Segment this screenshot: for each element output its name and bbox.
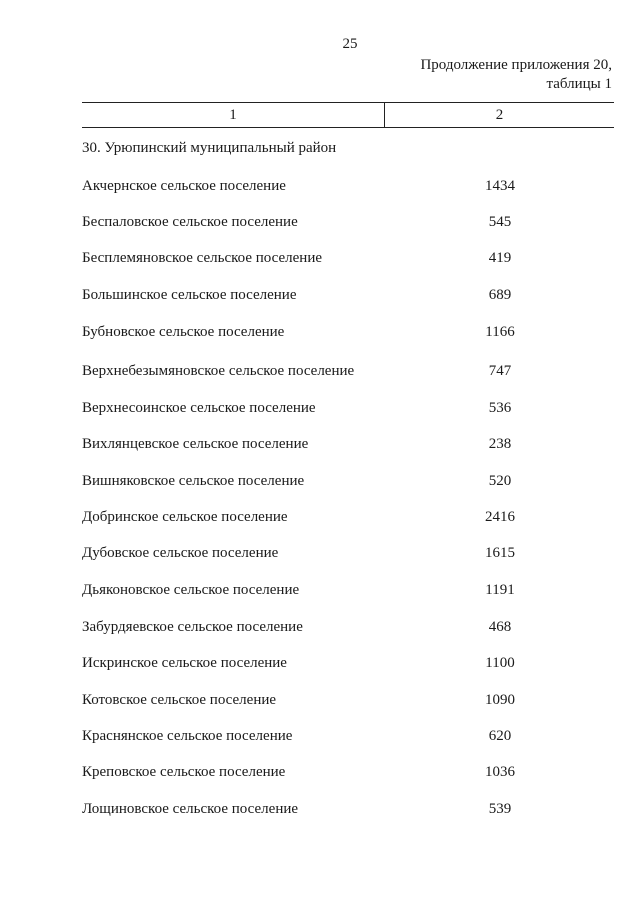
table-row xyxy=(0,509,640,531)
settlement-value: 520 xyxy=(488,473,512,489)
table-row xyxy=(0,545,640,567)
table-row xyxy=(0,582,640,604)
table-row xyxy=(0,363,640,385)
table-row xyxy=(0,619,640,641)
table-row xyxy=(0,728,640,750)
settlement-value: 689 xyxy=(488,287,512,303)
table-row xyxy=(0,400,640,422)
table-row xyxy=(0,436,640,458)
settlement-name: Искринское сельское поселение xyxy=(82,655,287,671)
settlement-name: Бубновское сельское поселение xyxy=(82,324,285,340)
settlement-value: 539 xyxy=(488,801,512,817)
settlement-value: 1036 xyxy=(485,764,515,780)
settlement-name: Котовское сельское поселение xyxy=(82,692,277,708)
settlement-name: Добринское сельское поселение xyxy=(82,509,288,525)
section-title: 30. Урюпинский муниципальный район xyxy=(82,140,337,156)
continuation-note xyxy=(420,56,612,94)
table-header-col-1: 1 xyxy=(82,103,385,127)
settlement-name: Бесплемяновское сельское поселение xyxy=(82,250,323,266)
settlement-name: Беспаловское сельское поселение xyxy=(82,214,298,230)
table-row xyxy=(0,250,640,272)
settlement-name: Акчернское сельское поселение xyxy=(82,178,286,194)
table-row xyxy=(0,801,640,823)
table-row xyxy=(0,473,640,495)
table-row xyxy=(0,178,640,200)
table-row xyxy=(0,324,640,346)
settlement-value: 1100 xyxy=(485,655,515,671)
settlement-value: 620 xyxy=(488,728,512,744)
continuation-line-1: Продолжение приложения 20, xyxy=(420,57,612,73)
settlement-value: 1615 xyxy=(485,545,515,561)
settlement-value: 468 xyxy=(488,619,512,635)
settlement-name: Вихлянцевское сельское поселение xyxy=(82,436,309,452)
settlement-name: Краснянское сельское поселение xyxy=(82,728,293,744)
page-number: 25 xyxy=(342,36,358,52)
settlement-name: Лощиновское сельское поселение xyxy=(82,801,299,817)
settlement-value: 747 xyxy=(488,363,512,379)
settlement-value: 419 xyxy=(488,250,512,266)
settlement-name: Верхнесоинское сельское поселение xyxy=(82,400,316,416)
continuation-line-2: таблицы 1 xyxy=(546,76,612,92)
settlement-name: Большинское сельское поселение xyxy=(82,287,297,303)
settlement-name: Креповское сельское поселение xyxy=(82,764,286,780)
table-header-col-2: 2 xyxy=(495,107,504,123)
settlement-value: 2416 xyxy=(485,509,515,525)
settlement-value: 1434 xyxy=(485,178,515,194)
settlement-value: 545 xyxy=(488,214,512,230)
table-row xyxy=(0,287,640,309)
settlement-value: 1191 xyxy=(485,582,515,598)
table-row xyxy=(0,764,640,786)
settlement-name: Дубовское сельское поселение xyxy=(82,545,279,561)
settlement-name: Забурдяевское сельское поселение xyxy=(82,619,303,635)
table-row xyxy=(0,692,640,714)
settlement-value: 238 xyxy=(488,436,512,452)
table-header xyxy=(82,102,614,128)
settlement-name: Вишняковское сельское поселение xyxy=(82,473,305,489)
settlement-value: 536 xyxy=(488,400,512,416)
table-row xyxy=(0,214,640,236)
settlement-value: 1166 xyxy=(485,324,515,340)
settlement-name: Верхнебезымяновское сельское поселение xyxy=(82,363,355,379)
settlement-name: Дьяконовское сельское поселение xyxy=(82,582,300,598)
settlement-value: 1090 xyxy=(485,692,515,708)
table-row xyxy=(0,655,640,677)
